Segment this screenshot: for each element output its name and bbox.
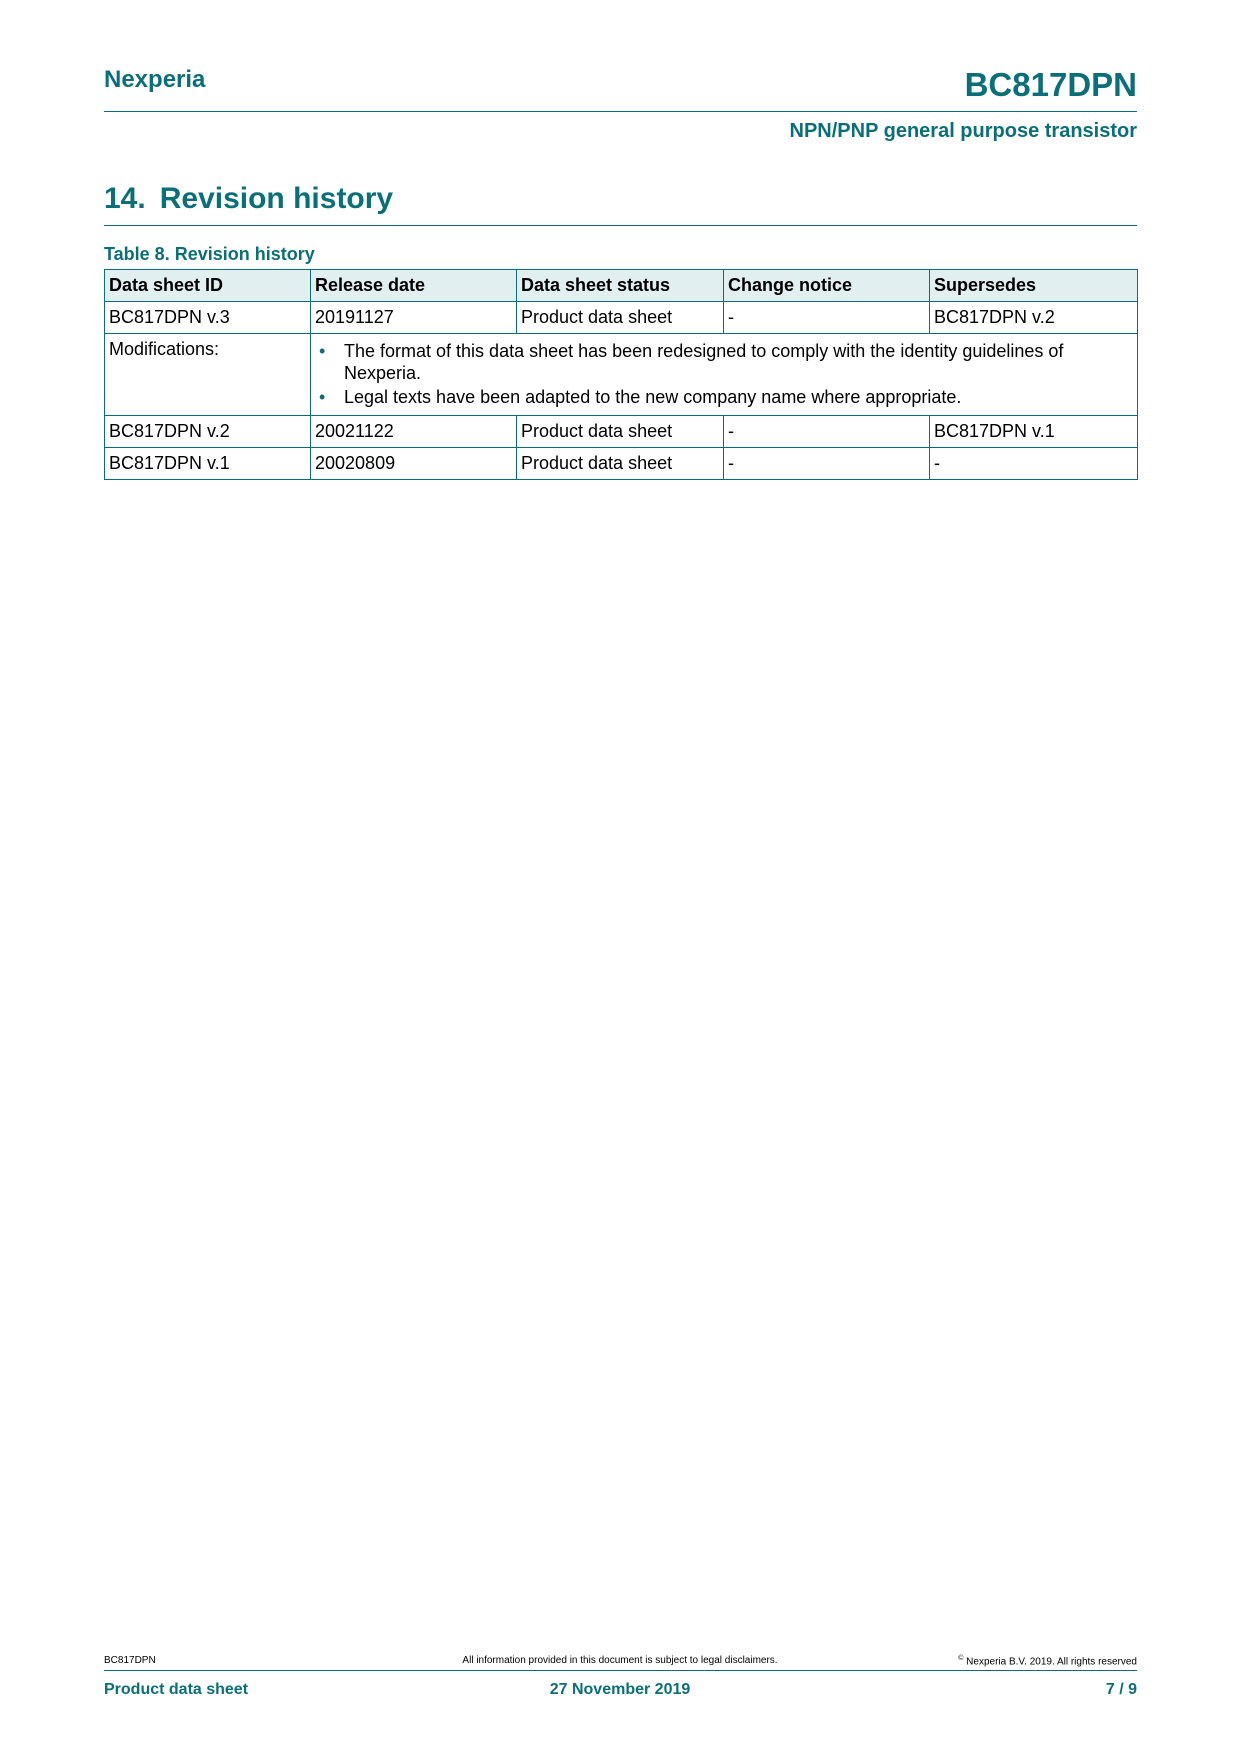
section-heading	[104, 182, 393, 216]
footer-doc-id: BC817DPN	[104, 1655, 156, 1666]
modifications-cell	[311, 334, 1138, 416]
column-header: Supersedes	[930, 270, 1138, 302]
table-row	[105, 416, 1138, 448]
header-divider	[104, 111, 1137, 112]
company-brand: Nexperia	[104, 66, 206, 93]
footer-copyright	[958, 1655, 1137, 1667]
table-caption: Table 8. Revision history	[104, 244, 315, 264]
footer-page-number: 7 / 9	[1105, 1681, 1137, 1698]
table-cell: 20021122	[311, 416, 517, 448]
modifications-row	[105, 334, 1138, 416]
table-cell: Product data sheet	[517, 448, 724, 480]
revision-history-table	[104, 269, 1138, 480]
table-cell: BC817DPN v.2	[105, 416, 311, 448]
table-header-row	[105, 270, 1138, 302]
bullet-icon: •	[319, 341, 326, 361]
footer-disclaimer: All information provided in this document is subject to legal disclaimers.	[462, 1655, 778, 1666]
modification-text: Legal texts have been adapted to the new company name where appropriate.	[344, 387, 962, 407]
table-cell: -	[724, 448, 930, 480]
table-cell: BC817DPN v.1	[930, 416, 1138, 448]
table-row	[105, 448, 1138, 480]
copyright-mark: ©	[958, 1655, 964, 1662]
table-cell: 20020809	[311, 448, 517, 480]
table-cell: Product data sheet	[517, 302, 724, 334]
modifications-list	[315, 340, 1133, 408]
table-cell: Product data sheet	[517, 416, 724, 448]
footer-date: 27 November 2019	[549, 1681, 691, 1698]
table-cell: -	[724, 416, 930, 448]
section-number: 14.	[104, 182, 146, 215]
list-item	[315, 340, 1133, 384]
copyright-text: Nexperia B.V. 2019. All rights reserved	[966, 1656, 1137, 1668]
table-cell: -	[930, 448, 1138, 480]
column-header: Data sheet status	[517, 270, 724, 302]
document-id: BC817DPN	[964, 66, 1137, 103]
modifications-label: Modifications:	[105, 334, 311, 416]
modification-text: The format of this data sheet has been redesigned to comply with the identity guidelines of Nexperia.	[344, 341, 1064, 383]
section-title: Revision history	[159, 182, 394, 215]
list-item	[315, 386, 1133, 408]
table-row	[105, 302, 1138, 334]
table-cell: BC817DPN v.2	[930, 302, 1138, 334]
footer-divider	[104, 1670, 1137, 1671]
column-header: Data sheet ID	[105, 270, 311, 302]
table-cell: -	[724, 302, 930, 334]
column-header: Release date	[311, 270, 517, 302]
bullet-icon: •	[319, 387, 326, 407]
document-subtitle: NPN/PNP general purpose transistor	[789, 120, 1137, 142]
column-header: Change notice	[724, 270, 930, 302]
table-cell: BC817DPN v.1	[105, 448, 311, 480]
table-cell: BC817DPN v.3	[105, 302, 311, 334]
footer-doc-type: Product data sheet	[104, 1681, 249, 1698]
table-cell: 20191127	[311, 302, 517, 334]
section-divider	[104, 225, 1137, 226]
